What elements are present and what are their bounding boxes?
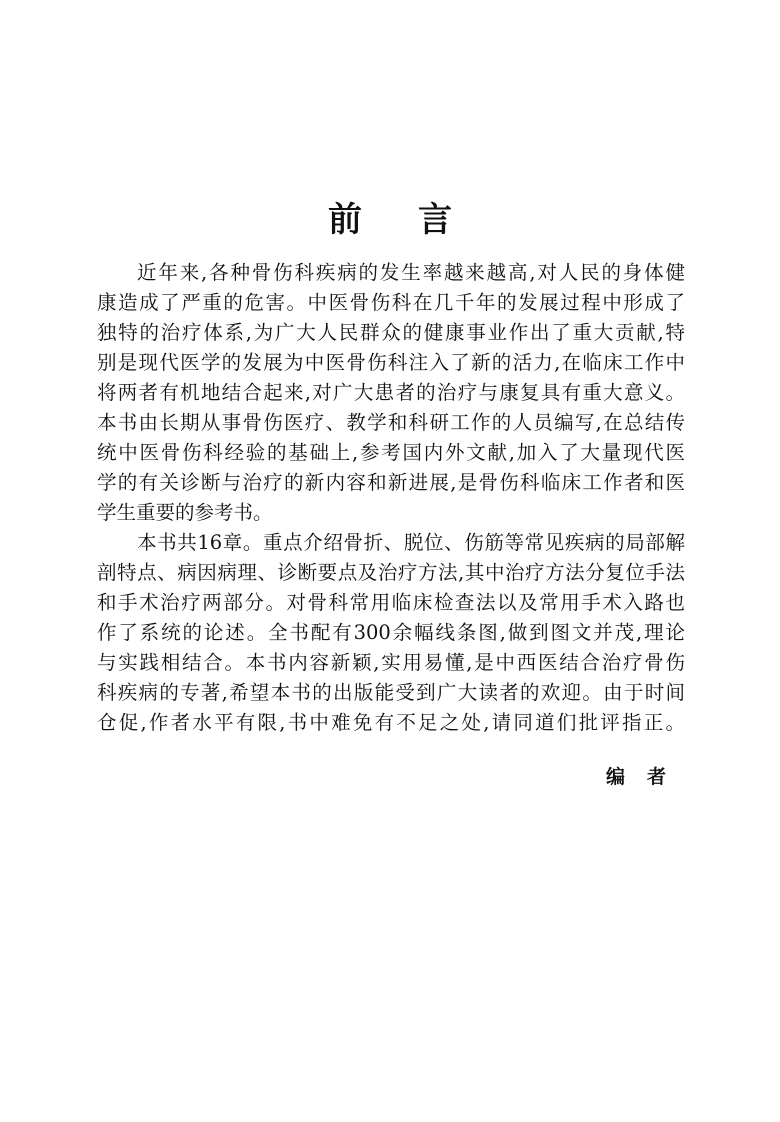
- text-line: 近年来,各种骨伤科疾病的发生率越来越高,对人民的身体健: [137, 261, 685, 284]
- text-line: 作了系统的论述。全书配有300余幅线条图,做到图文并茂,理论: [97, 621, 685, 644]
- text-line: 剖特点、病因病理、诊断要点及治疗方法,其中治疗方法分复位手法: [97, 561, 685, 584]
- text-line: 本书由长期从事骨伤医疗、教学和科研工作的人员编写,在总结传: [97, 411, 685, 434]
- text-line: 和手术治疗两部分。对骨科常用临床检查法以及常用手术入路也: [97, 591, 685, 614]
- text-line: 科疾病的专著,希望本书的出版能受到广大读者的欢迎。由于时间: [97, 681, 685, 704]
- text-line: 将两者有机地结合起来,对广大患者的治疗与康复具有重大意义。: [97, 381, 685, 404]
- title-char: 前: [328, 200, 362, 240]
- title-char: 言: [418, 200, 452, 240]
- text-line: 本书共16章。重点介绍骨折、脱位、伤筋等常见疾病的局部解: [137, 531, 685, 554]
- page-title: [0, 192, 780, 241]
- text-line: 康造成了严重的危害。中医骨伤科在几千年的发展过程中形成了: [97, 291, 685, 314]
- text-line: 与实践相结合。本书内容新颖,实用易懂,是中西医结合治疗骨伤: [97, 651, 685, 674]
- signature: [606, 762, 688, 789]
- signature-char: 编: [606, 766, 626, 788]
- text-line: 仓促,作者水平有限,书中难免有不足之处,请同道们批评指正。: [97, 711, 685, 734]
- text-line: 学生重要的参考书。: [97, 501, 273, 524]
- text-line: 别是现代医学的发展为中医骨伤科注入了新的活力,在临床工作中: [97, 351, 685, 374]
- text-line: 统中医骨伤科经验的基础上,参考国内外文献,加入了大量现代医: [97, 441, 685, 464]
- preface-body: [97, 258, 685, 738]
- signature-char: 者: [647, 766, 667, 788]
- paragraph-1: [97, 258, 685, 528]
- text-line: 独特的治疗体系,为广大人民群众的健康事业作出了重大贡献,特: [97, 321, 685, 344]
- text-line: 学的有关诊断与治疗的新内容和新进展,是骨伤科临床工作者和医: [97, 471, 685, 494]
- paragraph-2: [97, 528, 685, 738]
